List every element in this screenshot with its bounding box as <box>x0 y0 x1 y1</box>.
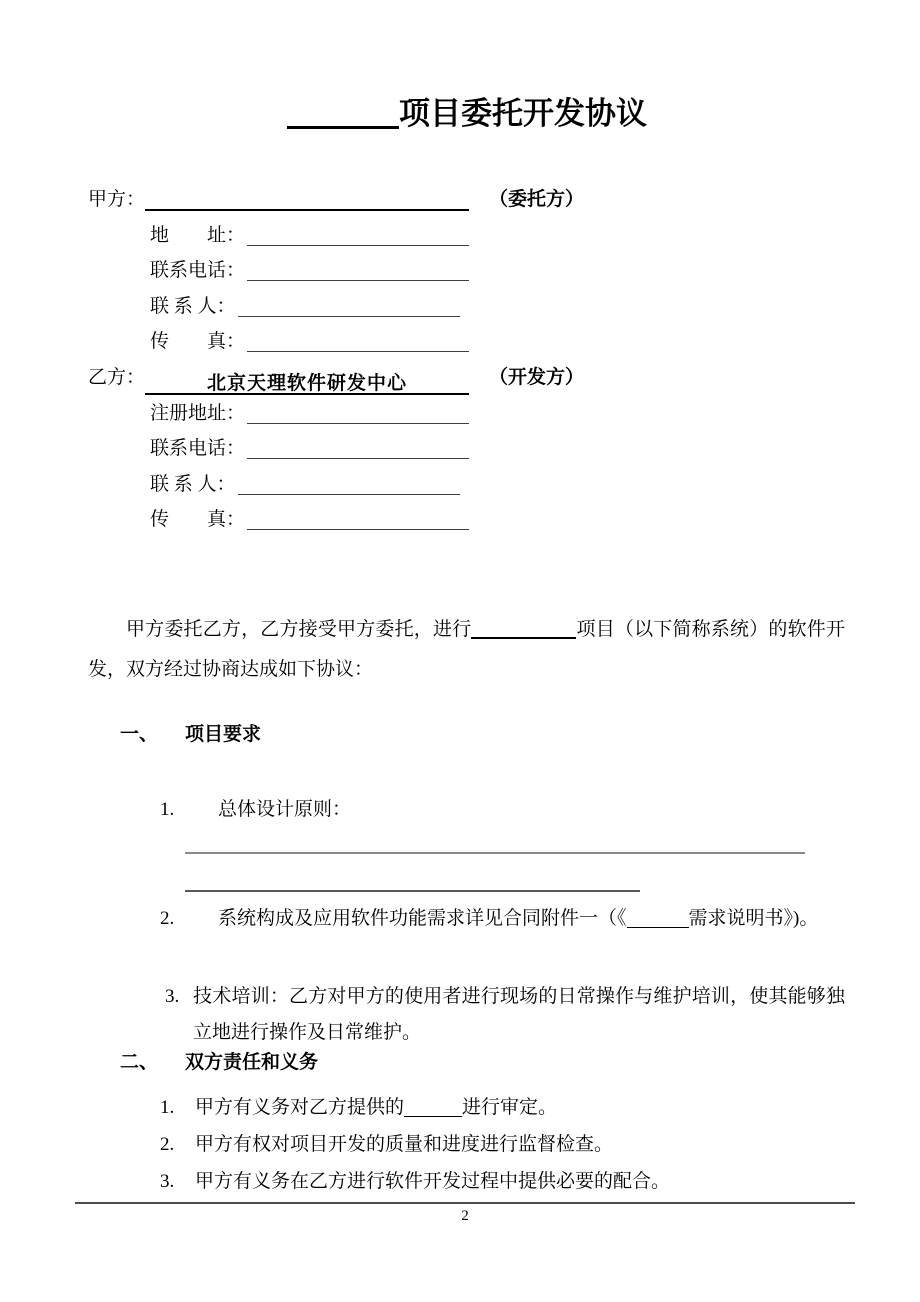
page-title: 项目委托开发协议 <box>399 96 647 131</box>
party-b-header-row <box>88 360 920 396</box>
field-blank-line <box>247 423 469 424</box>
list-item-technical-training <box>165 979 845 1051</box>
party-b-section <box>0 360 920 538</box>
field-label: 联 系 人： <box>150 295 236 317</box>
section-1-heading <box>120 722 920 748</box>
list-item-text: 技术培训：乙方对甲方的使用者进行现场的日常操作与维护培训，使其能够独立地进行操作及日常维护。 <box>193 985 845 1043</box>
field-label: 联系电话： <box>150 260 246 282</box>
field-blank-line <box>247 280 469 281</box>
field-label: 传 真： <box>150 331 246 353</box>
intro-text-after: 项目（以下简称系统）的软件开发，双方经过协商达成如下协议： <box>88 618 845 680</box>
section-2-number: 二、 <box>120 1051 159 1073</box>
intro-paragraph <box>88 610 845 690</box>
field-label: 联 系 人： <box>150 473 236 495</box>
party-a-field-contact <box>150 289 920 325</box>
list-item-number: 2. <box>160 1133 175 1155</box>
title-blank-line <box>287 126 399 129</box>
list-item-system-composition <box>160 906 845 932</box>
list-item-review-obligation <box>160 1089 845 1126</box>
field-label: 传 真： <box>150 509 246 531</box>
party-b-field-phone <box>150 431 920 467</box>
list-item-number: 1. <box>160 1096 175 1118</box>
party-a-header-row <box>88 182 920 218</box>
field-label: 注册地址： <box>150 402 246 424</box>
field-blank-line <box>247 458 469 459</box>
party-a-label: 甲方： <box>88 189 146 210</box>
attachment-name-blank-line <box>627 927 689 928</box>
list-item-text-before: 系统构成及应用软件功能需求详见合同附件一（《 <box>218 907 627 929</box>
list-item-number: 1. <box>160 798 175 820</box>
field-blank-line <box>247 529 469 530</box>
list-item-text-before: 甲方有义务对乙方提供的 <box>195 1096 405 1118</box>
party-b-label: 乙方： <box>88 366 146 388</box>
party-a-section <box>0 182 920 360</box>
section-1-number: 一、 <box>120 723 159 745</box>
list-item-supervision-right <box>160 1126 845 1163</box>
field-blank-line <box>247 245 469 246</box>
page-number: 2 <box>461 1208 469 1224</box>
list-item-cooperation-obligation <box>160 1163 845 1200</box>
section-2-heading <box>120 1050 920 1076</box>
intro-text-before: 甲方委托乙方，乙方接受甲方委托，进行 <box>126 618 472 640</box>
list-item-text: 甲方有权对项目开发的质量和进度进行监督检查。 <box>195 1133 614 1155</box>
list-item-number: 3. <box>165 985 180 1007</box>
field-label: 联系电话： <box>150 438 246 460</box>
list-item-text: 总体设计原则： <box>218 798 352 820</box>
list-item-text: 甲方有义务在乙方进行软件开发过程中提供必要的配合。 <box>195 1170 671 1192</box>
field-label: 地 址： <box>150 224 246 246</box>
list-item-design-principles <box>160 797 845 823</box>
list-item-text-after: 进行审定。 <box>462 1096 558 1118</box>
party-a-field-phone <box>150 253 920 289</box>
field-blank-line <box>247 351 469 352</box>
party-b-field-contact <box>150 467 920 503</box>
field-blank-line <box>238 316 460 317</box>
party-a-role: （委托方） <box>489 189 585 210</box>
party-b-name-line: 北京天理软件研发中心 <box>145 373 469 395</box>
field-blank-line <box>238 494 460 495</box>
party-a-field-address <box>150 218 920 254</box>
deliverable-blank-line <box>404 1116 462 1117</box>
fill-in-rule-line-1 <box>185 852 805 854</box>
party-a-name-line <box>145 189 469 211</box>
list-item-text-after: 需求说明书》)。 <box>688 907 819 929</box>
footer-rule <box>75 1202 855 1226</box>
document-title-row <box>0 90 920 138</box>
party-b-field-fax <box>150 502 920 538</box>
fill-in-rule-line-2 <box>185 890 640 892</box>
project-name-blank-line <box>471 637 576 639</box>
list-item-number: 3. <box>160 1170 175 1192</box>
party-b-field-registered-address <box>150 396 920 432</box>
section-2-title: 双方责任和义务 <box>185 1051 319 1073</box>
list-item-number: 2. <box>160 907 175 929</box>
section-1-title: 项目要求 <box>185 723 262 745</box>
party-a-field-fax <box>150 324 920 360</box>
party-b-role: （开发方） <box>489 366 585 388</box>
